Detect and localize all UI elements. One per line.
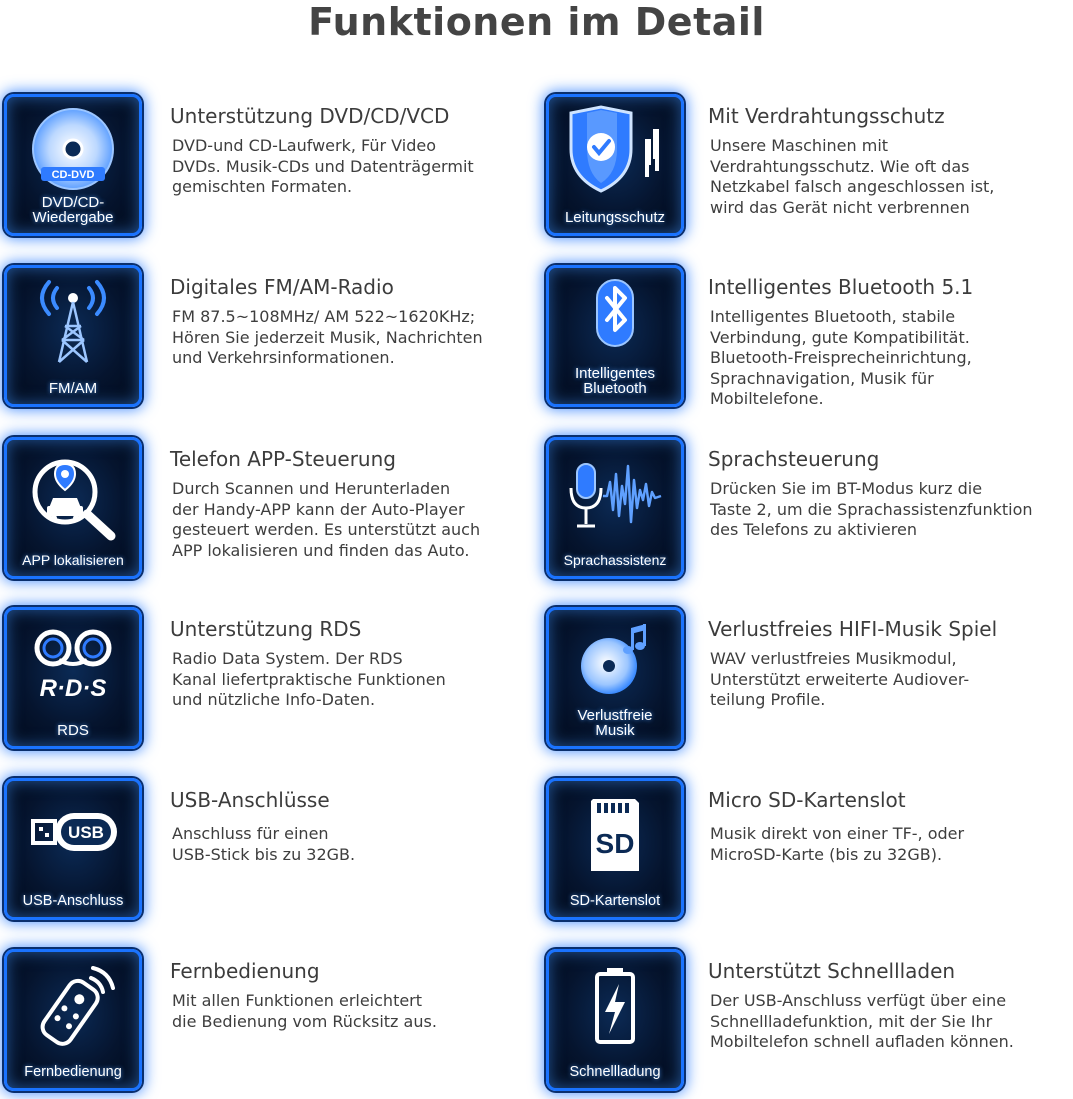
- feature-tile: [546, 94, 684, 236]
- feature-app-control: [4, 437, 534, 587]
- rds-logo-text: R·D·S: [39, 675, 107, 702]
- feature-description: Intelligentes Bluetooth, stabile Verbindung, gute Kompatibilität. Bluetooth-Freisprecheinrichtung, Sprachnavigation, Musik für Mobiltelefone.: [710, 307, 972, 408]
- feature-tile: [546, 949, 684, 1091]
- feature-tile: [4, 778, 142, 920]
- feature-description: DVD-und CD-Laufwerk, Für Video DVDs. Musik-CDs und Datenträgermit gemischten Formaten.: [172, 136, 474, 196]
- battery-charge-icon: [549, 958, 681, 1054]
- usb-logo-text: USB: [68, 823, 104, 842]
- feature-description: Drücken Sie im BT-Modus kurz die Taste 2, um die Sprachassistenzfunktion des Telefons zu aktivieren: [710, 479, 1033, 539]
- music-disc-icon: [549, 616, 681, 712]
- feature-description: Radio Data System. Der RDS Kanal liefertpraktische Funktionen und nützliche Info-Daten.: [172, 649, 446, 709]
- feature-tile: [4, 607, 142, 749]
- tile-caption: Schnellladung: [569, 1064, 661, 1080]
- usb-stick-icon: [7, 787, 139, 883]
- feature-rds: [4, 607, 534, 757]
- feature-fast-charge: [546, 949, 1073, 1099]
- feature-sd-card: [546, 778, 1073, 928]
- feature-title: Intelligentes Bluetooth 5.1: [708, 275, 974, 299]
- feature-description: Anschluss für einen USB-Stick bis zu 32GB.: [172, 824, 356, 864]
- tile-caption: FM/AM: [48, 380, 98, 397]
- tile-caption: RDS: [57, 722, 89, 739]
- bluetooth-icon: [549, 274, 681, 370]
- dvd-disc-icon: [7, 103, 139, 199]
- feature-tile: [4, 437, 142, 579]
- shield-check-icon: [549, 103, 681, 199]
- feature-description: Mit allen Funktionen erleichtert die Bedienung vom Rücksitz aus.: [172, 991, 437, 1031]
- feature-description: WAV verlustfreies Musikmodul, Unterstützt erweiterte Audiover- teilung Profile.: [710, 649, 970, 709]
- disc-label: CD-DVD: [51, 169, 95, 181]
- feature-hifi-music: [546, 607, 1073, 757]
- feature-tile: [546, 437, 684, 579]
- tile-caption: USB-Anschluss: [22, 893, 124, 909]
- tile-caption: Leitungsschutz: [564, 209, 666, 226]
- page-title: Funktionen im Detail: [308, 0, 765, 44]
- tile-caption: Intelligentes Bluetooth: [574, 365, 656, 397]
- feature-title: Mit Verdrahtungsschutz: [708, 104, 945, 128]
- feature-bluetooth: [546, 265, 1073, 415]
- tile-caption: Sprachassistenz: [563, 552, 667, 568]
- feature-title: Digitales FM/AM-Radio: [170, 275, 394, 299]
- feature-title: Telefon APP-Steuerung: [170, 447, 396, 471]
- feature-title: USB-Anschlüsse: [170, 788, 330, 812]
- feature-radio: [4, 265, 534, 415]
- feature-title: Fernbedienung: [170, 959, 320, 983]
- feature-title: Unterstützung RDS: [170, 617, 362, 641]
- microphone-wave-icon: [549, 446, 681, 542]
- tile-caption: DVD/CD- Wiedergabe: [32, 194, 114, 226]
- feature-remote: [4, 949, 534, 1099]
- rds-icon: [7, 616, 139, 712]
- feature-tile: [546, 265, 684, 407]
- feature-description: Durch Scannen und Herunterladen der Handy-APP kann der Auto-Player gesteuert werden. Es unterstützt auch APP lokalisieren und finden das Auto.: [172, 479, 481, 560]
- radio-tower-icon: [7, 274, 139, 370]
- feature-tile: [4, 94, 142, 236]
- tile-caption: SD-Kartenslot: [569, 893, 661, 909]
- feature-title: Verlustfreies HIFI-Musik Spiel: [708, 617, 998, 641]
- feature-tile: [4, 265, 142, 407]
- feature-title: Sprachsteuerung: [708, 447, 880, 471]
- car-locate-icon: [7, 446, 139, 542]
- tile-caption: Fernbedienung: [24, 1064, 122, 1080]
- feature-tile: [4, 949, 142, 1091]
- feature-description: Der USB-Anschluss verfügt über eine Schnellladefunktion, mit der Sie Ihr Mobiltelefon schnell aufladen können.: [710, 991, 1014, 1051]
- feature-description: Musik direkt von einer TF-, oder MicroSD-Karte (bis zu 32GB).: [710, 824, 965, 864]
- sd-logo-text: SD: [595, 828, 635, 859]
- sd-card-icon: [549, 787, 681, 883]
- feature-tile: [546, 778, 684, 920]
- feature-voice-control: [546, 437, 1073, 587]
- tile-caption: APP lokalisieren: [22, 552, 124, 568]
- feature-dvd: [4, 94, 534, 244]
- feature-usb: [4, 778, 534, 928]
- feature-wiring-protection: [546, 94, 1073, 244]
- feature-tile: [546, 607, 684, 749]
- feature-description: FM 87.5~108MHz/ AM 522~1620KHz; Hören Sie jederzeit Musik, Nachrichten und Verkehrsinformationen.: [172, 307, 483, 367]
- tile-caption: Verlustfreie Musik: [577, 707, 653, 739]
- feature-title: Micro SD-Kartenslot: [708, 788, 906, 812]
- feature-title: Unterstützung DVD/CD/VCD: [170, 104, 450, 128]
- feature-title: Unterstützt Schnellladen: [708, 959, 956, 983]
- remote-control-icon: [7, 958, 139, 1054]
- feature-description: Unsere Maschinen mit Verdrahtungsschutz. Wie oft das Netzkabel falsch angeschlossen ist, wird das Gerät nicht verbrennen: [710, 136, 995, 217]
